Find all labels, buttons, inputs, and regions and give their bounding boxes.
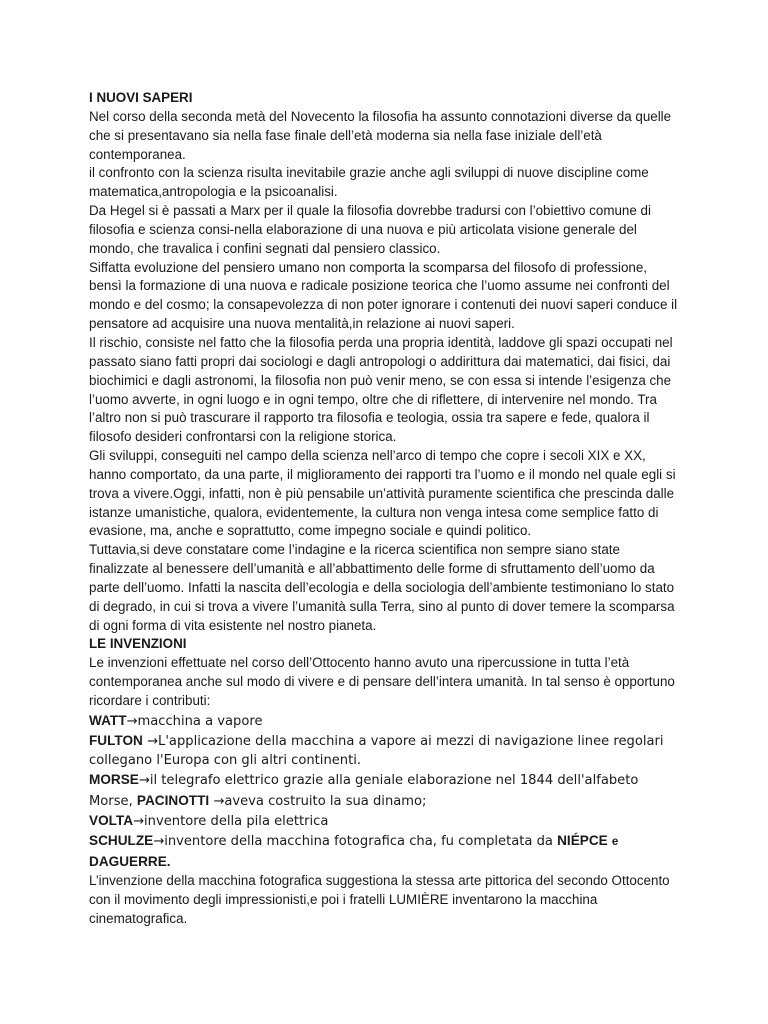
invention-volta <box>89 811 679 831</box>
invention-text: inventore della macchina fotografica cha, fu completata da <box>164 834 558 850</box>
invention-text: il telegrafo elettrico grazie alla geniale elaborazione nel 1844 dell'alfabeto Morse, <box>89 773 639 809</box>
paragraph: Gli sviluppi, conseguiti nel campo della scienza nell’arco di tempo che copre i secoli XIX e XX, hanno comportato, da una parte, il miglioramento dei rapporti tra l’uomo e il mondo nel quale egli si trova a vivere.Oggi, infatti, non è più pensabile un’attività puramente scientifica che prescinda dalle istanze umanistiche, qualora, evidentemente, la cultura non venga intesa come semplice fatto di evasione, ma, anche e soprattutto, come impegno sociale e quindi politico. <box>89 448 676 539</box>
inventions-list <box>89 711 679 873</box>
inventor-name: WATT <box>89 712 127 728</box>
invention-text: aveva costruito la sua dinamo; <box>224 793 427 809</box>
paragraph: Da Hegel si è passati a Marx per il quale la filosofia dovrebbe tradursi con l’obiettivo comune di filosofia e scienza consi-nella elaborazione di una nuova e più articolata visione generale del mondo, che travalica i confini segnati dal pensiero classico. <box>89 203 651 256</box>
arrow-icon: → <box>138 773 150 789</box>
paragraph: il confronto con la scienza risulta inevitabile grazie anche agli sviluppi di nuove discipline come matematica,antropologia e la psicoanalisi. <box>89 165 649 200</box>
document-page <box>89 89 679 929</box>
inventor-name: DAGUERRE. <box>89 854 171 870</box>
invention-text: inventore della pila elettrica <box>144 813 329 829</box>
invention-schulze <box>89 831 679 872</box>
inventor-name: FULTON <box>89 733 143 749</box>
section-title-nuovi-saperi: I NUOVI SAPERI <box>89 90 193 105</box>
arrow-icon: → <box>133 813 145 829</box>
inventor-name: PACINOTTI <box>136 792 210 808</box>
inventor-name: VOLTA <box>89 812 134 828</box>
arrow-icon: → <box>126 713 138 729</box>
inventor-name: NIÉPCE <box>557 833 608 849</box>
invention-watt <box>89 711 679 731</box>
invention-text: L'applicazione della macchina a vapore ai mezzi di navigazione linee regolari collegano l'Europa con gli altri continenti. <box>89 734 664 769</box>
invention-fulton <box>89 731 679 770</box>
paragraph: Il rischio, consiste nel fatto che la filosofia perda una propria identità, laddove gli spazi occupati nel passato siano fatti propri dai sociologi e dagli antropologi o addirittura dai matematici, dai fisici, dai biochimici e dagli astronomi, la filosofia non può venir meno, se con essa si intende l’esigenza che l’uomo avverte, in ogni luogo e in ogni tempo, oltre che di riflettere, di intervenire nel mondo. Tra l’altro non si può trascurare il rapporto tra filosofia e teologia, ossia tra sapere e fede, qualora il filosofo desideri confrontarsi con la religione storica. <box>89 334 673 445</box>
invention-morse <box>89 770 679 810</box>
conjunction: e <box>611 836 619 849</box>
intro-paragraph: Le invenzioni effettuate nel corso dell’Ottocento hanno avuto una ripercussione in tutta l’età contemporanea anche sul modo di vivere e di pensare dell’intera umanità. In tal senso è opportuno ricordare i contributi: <box>89 655 675 708</box>
inventor-name: MORSE <box>89 772 139 788</box>
arrow-icon: → <box>147 734 159 750</box>
arrow-icon: → <box>213 793 225 809</box>
inventor-name: SCHULZE <box>89 833 154 849</box>
paragraph: Siffatta evoluzione del pensiero umano non comporta la scomparsa del filosofo di professione, bensì la formazione di una nuova e radicale posizione teorica che l’uomo assume nei confronti del mondo e del cosmo; la consapevolezza di non poter ignorare i contenuti dei nuovi saperi conduce il pensatore ad acquisire una nuova mentalità,in relazione ai nuovi saperi. <box>89 259 678 332</box>
paragraph: Nel corso della seconda metà del Novecento la filosofia ha assunto connotazioni diverse da quelle che si presentavano sia nella fase finale dell’età moderna sia nella fase iniziale dell’età contemporanea. <box>89 108 672 162</box>
arrow-icon: → <box>153 834 165 850</box>
invention-text: macchina a vapore <box>137 713 263 729</box>
closing-paragraph: L’invenzione della macchina fotografica suggestiona la stessa arte pittorica del secondo Ottocento con il movimento degli impressionisti,e poi i fratelli LUMIÈRE inventarono la macchina cinematografica. <box>89 873 670 927</box>
section-title-invenzioni: LE INVENZIONI <box>89 636 187 652</box>
paragraph: Tuttavia,si deve constatare come l’indagine e la ricerca scientifica non sempre siano state finalizzate al benessere dell’umanità e all’abbattimento delle forme di sfruttamento dell’uomo da parte dell’uomo. Infatti la nascita dell’ecologia e della sociologia dell’ambiente testimoniano lo stato di degrado, in cui si trova a vivere l’umanità sulla Terra, sino al punto di dover temere la scomparsa di ogni forma di vita esistente nel nostro pianeta. <box>89 542 675 633</box>
